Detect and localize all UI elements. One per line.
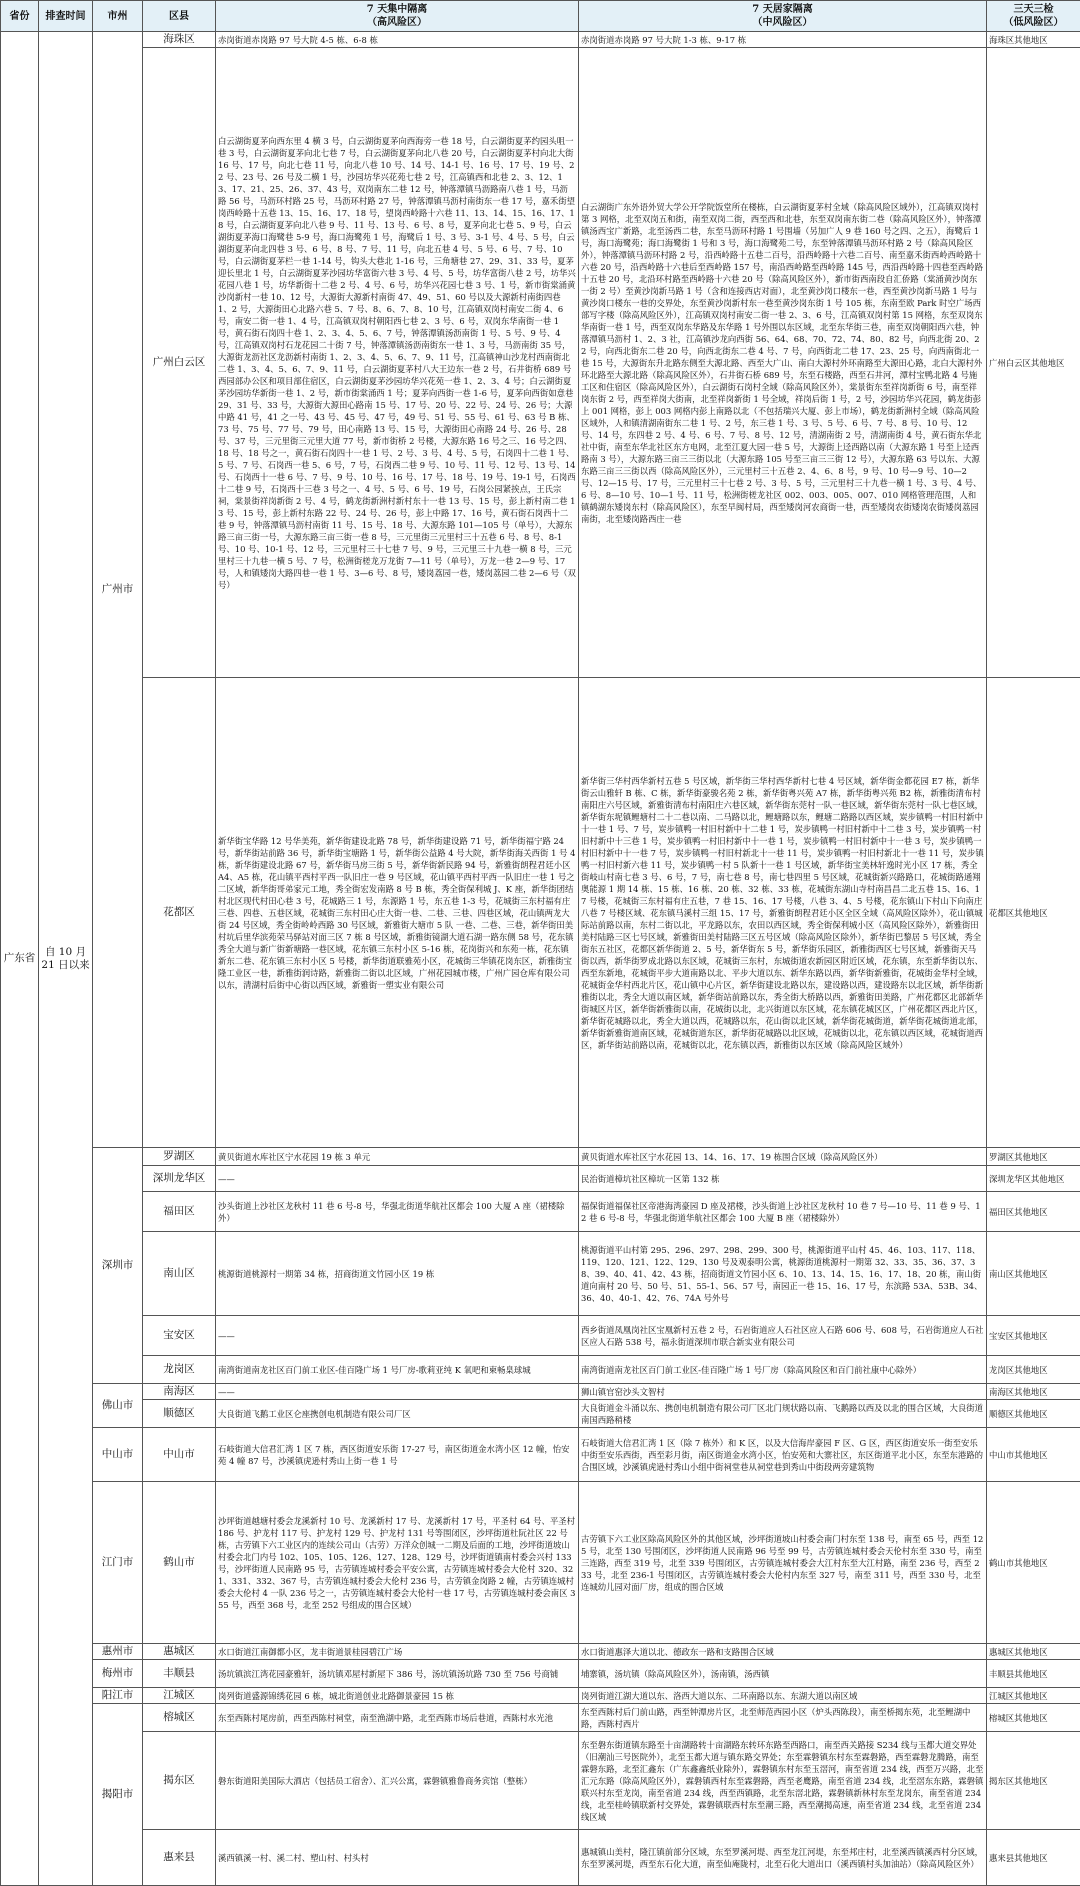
district-cell: 惠来县 [143, 1830, 216, 1886]
mid-risk-cell: 东至磐东街道镇东路至十亩湖路转十亩湖路东转环东路至西路口，南至西关路接 S234 线与玉都大道交界处（旧潮汕三号医院外），北至玉都大道与镇东路交界处；东至霖磐镇东村东至霖磐路，西至霖磐龙腾路，南至霖磐东路，北至汇鑫东（广东鑫鑫纸业除外），霖磐镇东村东至玉滘河，南至省道 234 线，西至万兴路，北至汇元东路（除高风险区外），霖磐镇西村东至霖磐路，西至老鹰路，南至省道 234 线，北至滘东东路，霖磐镇联兴村东至龙岗，南至省道 234 线，西至西镇路，北至东滘北路，霖磐镇新林村东至龙岗东，南至省道 234 线，北至桂岭镇联新村交界处，霖磐镇联西村东至潮三路，西至潮揭高速，南至省道 234 线，北至省道 234 线区域 [579, 1732, 987, 1830]
table-row [1, 1688, 1080, 1704]
mid-risk-cell: 南湾街道南龙社区百门前工业区-佳百隆广场 1 号厂房（除高风险区和百门前社康中心除外） [579, 1356, 987, 1384]
table-row [1, 1644, 1080, 1660]
low-risk-cell: 罗湖区其他地区 [987, 1148, 1080, 1166]
low-risk-cell: 宝安区其他地区 [987, 1316, 1080, 1356]
high-risk-cell: 磐东街道阳美国际大酒店（包括员工宿舍）、汇兴公寓，霖磐镇雅鲁商务宾馆（整栋） [216, 1732, 579, 1830]
high-risk-cell: 黄贝街道水库社区宁水花园 19 栋 3 单元 [216, 1148, 579, 1166]
district-cell: 福田区 [143, 1192, 216, 1232]
low-risk-cell: 榕城区其他地区 [987, 1704, 1080, 1732]
mid-risk-cell: 岗列街道江湖大道以东、洛西大道以东、二环南路以东、东湖大道以南区域 [579, 1688, 987, 1704]
low-risk-cell: 龙岗区其他地区 [987, 1356, 1080, 1384]
district-cell: 榕城区 [143, 1704, 216, 1732]
district-cell: 中山市 [143, 1428, 216, 1482]
high-risk-cell: 东至西陈村尾房前，西至西陈村祠堂，南至渔湖中路，北至西陈市场后巷道，西陈村水光池 [216, 1704, 579, 1732]
high-risk-cell: 桃源街道桃源村一期第 34 栋，招商街道文竹园小区 19 栋 [216, 1232, 579, 1316]
district-cell: 江城区 [143, 1688, 216, 1704]
mid-risk-cell: 东至西陈村后门前山路，西至钟潭房片区，北至师范西园小区（炉头西陈段），南至桥揭东苑，北至鲤湖中路，西陈村西片 [579, 1704, 987, 1732]
high-risk-cell: —— [216, 1316, 579, 1356]
table-row [1, 1148, 1080, 1166]
low-risk-cell: 江城区其他地区 [987, 1688, 1080, 1704]
table-row [1, 1356, 1080, 1384]
time-cell: 自 10 月 21 日以来 [39, 32, 93, 1886]
mid-risk-cell: 惠城镇山美村，隆江镇前部分区域，东至罗溪河堤、西至龙江河堤，东至邦庄村，北至溪西镇溪西村分区域，东至罗溪河堤，西至东石化大道，南至仙庵陇村，北至石化大道出口（溪西镇村头加油站）（除高风险区外） [579, 1830, 987, 1886]
low-risk-cell: 揭东区其他地区 [987, 1732, 1080, 1830]
mid-risk-cell: 大良街道金斗涌以东、携创电机制造有限公司厂区北门规状路以南、飞鹅路以西及以北的围合区域，大良街道南国西路稍楼 [579, 1400, 987, 1428]
header-low-risk: 三天三检 （低风险区） [987, 1, 1080, 32]
high-risk-cell: 水口街道江南御都小区，龙丰街道景桂园碧江广场 [216, 1644, 579, 1660]
district-cell: 惠城区 [143, 1644, 216, 1660]
low-risk-cell: 中山市其他地区 [987, 1428, 1080, 1482]
district-cell: 宝安区 [143, 1316, 216, 1356]
mid-risk-cell: 石岐街道大信君汇湾 1 区（除 7 栋外）和 K 区，以及大信海岸豪园 F 区、G 区，西区街道安乐一街至安乐中街至安乐西街，西至彩月街，南区街道金水湾小区，怡安苑和大寨社区，东区街道平北小区，东至东港路的合围区域，沙溪镇虎逊村秀山小组中街祠堂巷从祠堂巷到秀山中街段两旁建筑物 [579, 1428, 987, 1482]
low-risk-cell: 顺德区其他地区 [987, 1400, 1080, 1428]
header-city: 市州 [93, 1, 143, 32]
low-risk-cell: 鹤山市其他地区 [987, 1482, 1080, 1644]
mid-risk-cell: 新华街三华村西华新村五巷 5 号区域，新华街三华村西华新村七巷 4 号区域，新华街金都花园 E7 栋，新华街云山雅轩 B 栋、C 栋，新华街豪骏名苑 2 栋，新华街粤兴苑 A7 栋，新华街粤兴苑 B2 栋，新雅街清布村南阳庄六号区域，新雅街清布村南阳庄六巷区域，新华街东莞村一队一巷区域，新华街东莞村一队七巷区域，新华街东坭镇鲤塘村二十二巷以南、二马路以北，鲤塘路以东，鲤塘二路路以西区域，炭步镇鸭一村旧村新中十一巷 1 号、7 号，炭步镇鸭一村旧村新中十二巷 1 号，炭步镇鸭一村旧村新中十二巷 3 号，炭步镇鸭一村旧村新中十三巷 1 号，炭步镇鸭一村旧村新中十一巷 1 号，炭步镇鸭一村旧村新中十一巷 3 号，炭步镇鸭一村旧村新中十一巷 7 号，炭步镇鸭一村旧村新北十一巷 11 号，炭步镇鸭一村旧村新北十一巷 11 号，炭步镇鸭一村旧村新六巷 11 号，炭步镇鸭一村 5 队新十一巷 1 号区域，新华街宝美林轩逸时光小区 17 栋，秀全街岐山村南七巷 3 号、6 号，7 号，南七巷 8 号，南七巷四里 5 号区域，花城街新兴路路口，花城街路通翔奥能源 1 期 14 栋、15 栋、16 栋、20 栋、32 栋、33 栋，花城街东湖山寺村南昌昌二北五巷 15、16、17 号楼，花城街三东村福有庄五巷，7 巷 15、16、17 号楼，八巷 3、4、5 号楼，花东镇山下村山下向南庄八巷 7 号楼区域、花东镇马溪村三组 15、17 号，新雅街朗程君廷小区全区全域（高风险区除外），花山镇城际站前路以南，东村二街以北，平龙路以东，农田以西区域，秀全街保利城小区（高风险区除外），新雅街田美村陆路三区七号区域，新雅街田美村陆路三区五号区域（除高风险区除外），新华街巴黎居 5 号区域，秀全街东五社区，花都区新华街道 2、5 号，新华街东 5 号，新华街乐园区，新雅街西区七号区域，新雅街天马街以西，新华街罗成北路以东区域，花城街三东村，东城街道农新园区附近区域，花东镇，东至新华街以东、西至东新地，花城街平步大道南路以北、平步大道以东、新华东路以西，新华街新雅街，花城街金华村全域，花城街金华村西北片区，花山镇中心片区，新华街建设北路以东，建设路以西，建设路东以北区域，新华街新雅街以北，秀全大道以南区域，新华街站前路以东，秀全街大桥路以西，新雅街田美路，广州花都区北部新华街城区片区，新华街新雅街以南，花城街以北，北兴街道以东区域，花东镇花城区区，广州花都区西北片区，新华街花城路以北，秀全大道以西，花城路以东，花山街以北区域，新华街花城街道，新华街花城街道北部，新华街新雅街道南区域，花城街道东区，新华街花城路以北区域，花城街以北，花东镇以西区域，花城街道西区，新华街站前路以南，花城街以北，花东镇以西，新雅街以东区域（除高风险区域外） [579, 678, 987, 1148]
high-risk-cell: 沙坪街道越塘村委会龙溪新村 10 号、龙溪新村 17 号、龙溪新村 17 号，平圣村 64 号、平圣村 186 号、护龙村 117 号、护龙村 129 号、护龙村 131 号等围闭区，沙坪街道杜阮社区 22 号栋，古劳镇下六工业区内的连续公司山（古劳）万洋众创城一二期及后面的工地，沙坪街道坡山村委会北门内号 102、105、105、126、127、128、129 号，沙坪街道镇南村委会兴村 133 号，沙坪街道人民南路 95 号，古劳镇连城村委会平安公寓，古劳镇连城村委会大伦村 320、321、331、332、367 号，古劳镇连城村委会大伦村 236 号，古劳镇金岗路 2 幢，古劳镇连城村委会大伦村 4 一队 236 号之一，古劳镇连城村委会大伦村一巷 17 号，古劳镇连城村委会南区 355 号，西至 368 号，北至 252 号组成的围合区域） [216, 1482, 579, 1644]
city-cell: 佛山市 [93, 1384, 143, 1428]
table-row [1, 1732, 1080, 1830]
mid-risk-cell: 古劳镇下六工业区除高风险区外的其他区域，沙坪街道坡山村委会南门村东至 138 号，南至 65 号，西至 125 号，北至 130 号围闭区，沙坪街道人民南路 96 号至 99 号，古劳镇连城村委会天伦村东至 330 号，南至三连路，西至 319 号，北至 339 号围闭区，古劳镇连城村委会大江村东至大江村路，南至 236 号，西至 233 号，北至 236-1 号围闭区，古劳镇连城村委会大伦村内东至 327 号，南至 311 号，西至 330 号，北至连城幼儿园对面厂房，组成的围合区域 [579, 1482, 987, 1644]
district-cell: 丰顺县 [143, 1660, 216, 1688]
header-province: 省份 [1, 1, 39, 32]
province-cell: 广东省 [1, 32, 39, 1886]
low-risk-cell: 广州白云区其他地区 [987, 48, 1080, 678]
district-cell: 顺德区 [143, 1400, 216, 1428]
table-row [1, 1428, 1080, 1482]
low-risk-cell: 福田区其他地区 [987, 1192, 1080, 1232]
district-cell: 龙岗区 [143, 1356, 216, 1384]
table-row [1, 1384, 1080, 1400]
header-mid-risk: 7 天居家隔离 （中风险区） [579, 1, 987, 32]
high-risk-cell: 石岐街道大信君汇湾 1 区 7 栋，西区街道安乐街 17-27 号，南区街道金水湾小区 12 幢，怡安苑 4 幢 87 号，沙溪镇虎逊村秀山上街一巷 1 号 [216, 1428, 579, 1482]
city-cell: 揭阳市 [93, 1704, 143, 1886]
high-risk-cell: 新华街宝华路 12 号华美苑，新华街建设北路 78 号，新华街建设路 71 号，新华街福宁路 24 号，新华街站前路 36 号，新华街宝塘路 1 号，新华街公益路 4 号大院，新华街海关西街 1 号 4 栋，新华街建设北路 67 号，新华街马房三街 5 号，新华街新民路 94 号，新雅街朗程君廷小区 A4、A5 栋，花山镇平西村平西一队旧庄一巷 9 号区域，花山镇平西村平西一队旧庄一巷 1 号之二区域，新华街哥弟家元工地，秀全街宏发南路 8 号 B 栋，秀全街保利城 J、K 座，新华街团结村北区现代村田心巷 3 号，花城路三 1 号，东源路 1 号，东五巷 1-3 号，花城街三东村福有庄三巷、四巷、五巷区域，花城街三东村田心庄大街一巷、二巷、三巷、四巷区域，花山镇两龙大街 24 号区域，秀全街岭岭西路 30 号区域，新雅街大塘市 5 队 一巷、二巷、三巷，新华街田美村坑后里华滨苑荣马驿站对面三区 7 栋 8 号区域，新雅街镜湖大道石湖一路东侧 58 号，花东镇秀全大道与新广街新塘路一巷区域，花东镇三东村小区 5-16 栋，花岗街兴和东苑一栋，花东镇新东二巷、花东镇三东村小区 5 号楼，新华街道联雅苑小区，花城街三华镇花岗东区，新雅街宝隆工业区一巷，新雅街润诗路，新雅街二街以北区域，广州花园城市楼，广州广园仓库有限公司以东，清湖村后街中心街以西区域，新雅街一塑实业有限公司 [216, 678, 579, 1148]
table-row [1, 1660, 1080, 1688]
high-risk-cell: 汤坑镇滨江湾花园豪雅轩，汤坑镇邓屋村新屋下 386 号，汤坑镇汤坑路 730 至 756 号商铺 [216, 1660, 579, 1688]
low-risk-cell: 深圳龙华区其他地区 [987, 1166, 1080, 1192]
district-cell: 鹤山市 [143, 1482, 216, 1644]
city-cell: 惠州市 [93, 1644, 143, 1660]
high-risk-cell: —— [216, 1166, 579, 1192]
low-risk-cell: 丰顺县其他地区 [987, 1660, 1080, 1688]
low-risk-cell: 惠城区其他地区 [987, 1644, 1080, 1660]
table-row [1, 48, 1080, 678]
table-row [1, 1232, 1080, 1316]
mid-risk-cell: 西乡街道凤凰岗社区宝凰新村五巷 2 号，石岩街道应人石社区应人石路 606 号、608 号，石岩街道应人石社区应人石路 538 号，福永街道深圳市联合新实业有限公司 [579, 1316, 987, 1356]
high-risk-cell: —— [216, 1384, 579, 1400]
table-row [1, 1704, 1080, 1732]
header-high-risk: 7 天集中隔离 （高风险区） [216, 1, 579, 32]
high-risk-cell: 溪西镇溪一村、溪二村、塑山村、村头村 [216, 1830, 579, 1886]
city-cell: 中山市 [93, 1428, 143, 1482]
district-cell: 南山区 [143, 1232, 216, 1316]
table-row [1, 32, 1080, 48]
mid-risk-cell: 福保街道福保社区帝港海湾豪园 D 座及裙楼，沙头街道上沙社区龙秋村 10 巷 7 号—10 号、11 巷 9 号、12 巷 6 号-8 号，华强北街道华航社区都会 100 大厦 B 座（裙楼除外） [579, 1192, 987, 1232]
table-row [1, 1482, 1080, 1644]
high-risk-cell: 沙头街道上沙社区龙秋村 11 巷 6 号-8 号，华强北街道华航社区都会 100 大厦 A 座（裙楼除外） [216, 1192, 579, 1232]
district-cell: 罗湖区 [143, 1148, 216, 1166]
low-risk-cell: 海珠区其他地区 [987, 32, 1080, 48]
low-risk-cell: 南海区其他地区 [987, 1384, 1080, 1400]
low-risk-cell: 花都区其他地区 [987, 678, 1080, 1148]
table-row [1, 1166, 1080, 1192]
city-cell: 阳江市 [93, 1688, 143, 1704]
mid-risk-cell: 黄贝街道水库社区宁水花园 13、14、16、17、19 栋围合区域（除高风险区外） [579, 1148, 987, 1166]
low-risk-cell: 惠来县其他地区 [987, 1830, 1080, 1886]
district-cell: 南海区 [143, 1384, 216, 1400]
high-risk-cell: 南湾街道南龙社区百门前工业区-佳百隆广场 1 号厂房-歌莉亚纯 K 氧吧和柬畅臬球城 [216, 1356, 579, 1384]
district-cell: 广州白云区 [143, 48, 216, 678]
table-row [1, 1400, 1080, 1428]
header-district: 区县 [143, 1, 216, 32]
district-cell: 深圳龙华区 [143, 1166, 216, 1192]
table-row [1, 1830, 1080, 1886]
table-row [1, 678, 1080, 1148]
district-cell: 海珠区 [143, 32, 216, 48]
mid-risk-cell: 白云湖街广东外语外贸大学公开学院饭堂所在楼栋，白云湖街夏茅村全域（除高风险区域外），江高镇双岗村第 3 网格，北至双岗五和街，南至双岗二街，西至西和北巷，东至双岗南东街二巷（除高风险区外），钟落潭镇汤西宝广新路，北至汤西二巷，东至马沥环村路 1 号围墙（另加广人 9 巷 160 号之四、之五），海鹭后 1 号，海口海鹭苑；海口海鹭街 1 号和 3 号，海口海鹭苑二号，东至钟落潭镇马沥环村路 2 号（除高风险区外），钟落潭镇马沥环村路 2 号，沿西岭路十五巷二百号，沿西岭路十六巷二百号、南至嘉禾街西岭西岭路十六巷 20 号，沿西岭路十六巷后至西岭路 157 号，南沿西岭路至西岭路 145 号，西沿西岭路十四巷至西岭路十五巷 20 号，北沿环村路至西岭路十六巷 20 号（除高风险区外），新市街西南段自汇侨路（棠涌黄沙岗东一街 2 号）至黄沙岗新马路 1 号（含和连接西店对面），北至黄沙岗口楼东一巷，西至黄沙岗新马路 1 号与黄沙岗口楼东一巷的交界处，东至黄沙岗新村东一巷至黄沙岗东街 1 号 105 栋，东南至欧 Park 时空广场西部写字楼（除高风险区外），江高镇双岗村南安二街一巷 2、3、6 号，江高镇双岗村第 15 网格，东至双岗东华南街一巷 1 号，西至双岗东华路及东华路 1 号外围以东区域，北至东华街三巷，南至双岗朝阳西六巷，钟落潭镇马沥村 1、2、3 社，江高镇沙龙向西街 56、64、68、70、72、74、80、82 号，向西北街 20、22 号，向西北街东二巷 20 号，向西北街东二巷 4 号、7 号，向西街北二巷 17、23、25 号，向西南街北一巷 15 号，大源街东升北路东侧至大源北路、西至大广山、南白大源村外环南路至大源田心路，北白大源村外环北路至大源北路（除高风险区外），石井街石桥 689 号，东至石楼路，西至石井河，潭村宝鸭北路 4 号施工区和住宿区（除高风险区外），白云湖街石岗村全域（除高风险区外），棠景街东至祥岗新街 6 号，南至祥岗东街 2 号，西至祥岗大街南，北至祥岗新街 1 号全域，祥岗后街 1 号，2 号，沙园坊华兴花园，鹤龙街彭上 001 网格，彭上 003 网格内彭上南路以北（不包括瑞兴大厦、彭上市场），鹤龙街新洲村全域（除高风险区域外，人和镇清湖南街东二巷 1 号、2 号，东三巷 1 号、3 号、5 号、6 号、7 号、8 号、10 号、12 号、14 号，东四巷 2 号、4 号、6 号、7 号、8 号、12 号，清湖南街 2 号，清湖南街 4 号，黄石街东华北社中街，南至东华北社区东方电网，北至江夏大园一巷 5 号，大源街上迳西路以南（大源东路 1 号至上迳西路南 3 号），大源东路三亩三三街以北（大源东路 105 号至三亩三三街 12 号），大源东路 63 号以东、大源东路三亩三三街以西（除高风险区外），三元里村三十五巷 2、4、6、8 号，9 号、10 号—9 号、10—2 号、12—15 号、17 号，三元里村三十七巷 2 号、3 号、5 号，三元里村三十九巷一横 1 号、3 号、4 号、6 号、8—10 号、10—1 号、11 号，松洲街槎龙社区 002、003、005、007、010 网格管理范围，人和镇鹤湖东矮岗东村（除高风险区），东至早闽村局，西至矮岗河农商街一巷，西至矮岗农街矮岗农街矮岗荔园南街，北至矮岗路西庄一巷 [579, 48, 987, 678]
table-row [1, 1192, 1080, 1232]
district-cell: 花都区 [143, 678, 216, 1148]
mid-risk-cell: 桃源街道平山村第 295、296、297、298、299、300 号，桃源街道平山村 45、46、103、117、118、119、120、121、122、129、130 号及观泰明公寓，桃源街道桃源村一期第 32、33、35、36、37、38、39、40、41、42、43 栋，招商街道文竹园小区 6、10、13、14、15、16、17、18、20 栋，南山街道向南村 20 号、50 号、51、55-1、56、57 号，南园正一巷 15、16、17 号，东滨路 53A、53B、34、36、40、40-1、42、76、74A 号外号 [579, 1232, 987, 1316]
header-row [1, 1, 1080, 32]
high-risk-cell: 大良街道飞鹅工业区仑座携创电机制造有限公司厂区 [216, 1400, 579, 1428]
city-cell: 广州市 [93, 32, 143, 1148]
mid-risk-cell: 水口街道惠泽大道以北、德政东一路和支路围合区域 [579, 1644, 987, 1660]
low-risk-cell: 南山区其他地区 [987, 1232, 1080, 1316]
mid-risk-cell: 赤岗街道赤岗路 97 号大院 1-3 栋、9-17 栋 [579, 32, 987, 48]
mid-risk-cell: 狮山镇官窑沙头文智村 [579, 1384, 987, 1400]
city-cell: 深圳市 [93, 1148, 143, 1384]
district-cell: 揭东区 [143, 1732, 216, 1830]
header-time: 排查时间 [39, 1, 93, 32]
table-row [1, 1316, 1080, 1356]
city-cell: 江门市 [93, 1482, 143, 1644]
mid-risk-cell: 埔寨镇，汤坑镇（除高风险区外），汤南镇，汤西镇 [579, 1660, 987, 1688]
high-risk-cell: 赤岗街道赤岗路 97 号大院 4-5 栋、6-8 栋 [216, 32, 579, 48]
high-risk-cell: 白云湖街夏茅向西东里 4 横 3 号，白云湖街夏茅向西海旁一巷 18 号，白云湖街夏茅约园头咀一巷 3 号，白云湖街夏茅向北七巷 7 号，白云湖街夏茅向北八巷 20 号，白云湖街夏茅村向北大街 16 号、17 号，向北七巷 11 号，向北八巷 10 号、14 号、14-1 号、16 号、17 号、19 号、22 号、23 号、26 号及二横 1 号，沙园坊华兴花苑七巷 2 号，江高镇西和北巷 2、3、12、13、17、21、25、26、37、43 号，双岗南东二巷 12 号，钟落潭镇马沥路南八巷 1 号，马沥路 56 号，马沥环村路 25 号，马沥环村路 27 号，钟落潭镇马沥村南街东一巷 17 号，嘉禾街望岗西岭路十五巷 13、15、16、17、18 号，望岗西岭路十六巷 11、13、14、15、16、17、18 号，白云湖街夏茅向北八巷 9 号、11 号、13 号、6 号、8 号，夏茅向北七巷 5、9 号，白云湖街夏茅海口海鹭巷 5-9 号，海口海鹭苑 1 号，海鹭后 1 号、3 号、3-1 号、4 号、5 号，白云湖街夏茅向北四巷 3 号、6 号、8 号、7 号、11 号，向北五巷 4 号、5 号、6 号、7 号、10 号，白云湖街夏茅栏一巷 1-14 号，钩头大巷北 1-16 号，三角塘巷 27、29、31、33 号，夏茅迎长里北 1 号，白云湖街夏茅沙园坊华富街六巷 3 号、4 号、5 号，坊华富街八巷 2 号，坊华兴花园八巷 1 号，坊华新街十二巷 2 号、4 号、6 号，坊华兴花园七巷 3 号、1 号，新市街棠涌黄沙岗新村一巷 10、12 号，大源街大源新村南街 47、49、51、60 号以及大源新村南街四巷 1、2 号，大源街田心北路六巷 5、7 号、8、6、7、8、10 号，江高镇双岗村南安二街 4、6 号，南安二街一巷 1、4 号，江高镇双岗村朝阳西七巷 2、3 号、6 号，双岗东华南街一巷 1 号，黄石街石岗四十巷 1、2、3、4、5、6、7 号，钟落潭镇汤沥南街 1 号、5 号、9 号、4 号，江高镇双岗村石龙花园二十街 7 号，钟落潭镇汤沥南街东一巷 1、3 号，马沥南街 35 号，大源街龙沥社区龙沥新村南街 1、2、3、4、5、6、7、9、11 号，江高镇神山沙龙村西南街北二巷 1、3、4、5、6、7、9、11 号，白云湖街夏茅村八大王边东一巷 2 号，石井街桥 689 号西园部办公区和项目部住宿区，白云湖街夏茅沙园坊华兴花苑一巷 1、2、3、4 号；白云湖街夏茅沙园坊华新街一巷 1、2 号，新市街棠涌西 1 号；夏茅向西街一巷 1-6 号，夏茅向西街如意巷 29、31 号、33 号，大源街大源田心路南 15 号、17 号、20 号、22 号、24 号、26 号；大源中路 41 号，41 之一号、43 号、45 号、47 号，49 号、51 号、55 号、61 号、63 号 B 栋、73 号、75 号、77 号、79 号，田心南路 13 号、15 号，大源街田心南路 24 号、26 号、28 号、37 号，三元里街三元里大道 77 号，新市街桥 2 号楼，大源东路 16 号之三、16 号之四、18 号、18 号之一，黄石街石岗四十一巷 1 号、2 号、3 号、4 号、5 号，石岗四十二巷 1 号、5 号、7 号、石岗西一巷 5、6 号，7 号，石岗西二巷 9 号、10 号、11 号、12 号、13 号、14 号、石岗西十一巷 6 号、7 号、9 号、10 号、16 号、17 号、18 号、19 号、19-1 号，石岗西十二巷 9 号，石岗西十三巷 3 号之一、4 号、5 号、6 号、19 号，石岗公园紧挨点，王氏宗祠，棠景街祥岗新街 2 号、4 号，鹤龙街新洲村新村东十一巷 13 号、15 号，彭上新村南二巷 13 号、15 号，彭上新村东路 22 号、24 号、26 号，彭上中路 17、16 号，黄石街石岗西十二巷 9 号，钟落潭镇马沥村南街 11 号、15 号、18 号、大源东路 101—105 号（单号），大源东路三亩三街一号，大源东路三亩三街一巷 8 号，三元里街三元里村三十五巷 6 号、8 号、8-1 号、10 号、10-1 号、12 号，三元里村三十七巷 7 号、9 号，三元里三十九巷一横 8 号，三元里村三十九巷一横 5 号、7 号，松洲街槎龙万龙街 7—11 号（单号），万龙一巷 2—9 号、17 号，人和镇矮岗大路四巷一巷 1 号、3—6 号、8 号，矮岗荔园一巷，矮岗荔园二巷 2—6 号（双号） [216, 48, 579, 678]
mid-risk-cell: 民治街道樟坑社区樟坑一区第 132 栋 [579, 1166, 987, 1192]
city-cell: 梅州市 [93, 1660, 143, 1688]
high-risk-cell: 岗列街道盛源锦绣花园 6 栋，城北街道创业北路御景豪园 15 栋 [216, 1688, 579, 1704]
